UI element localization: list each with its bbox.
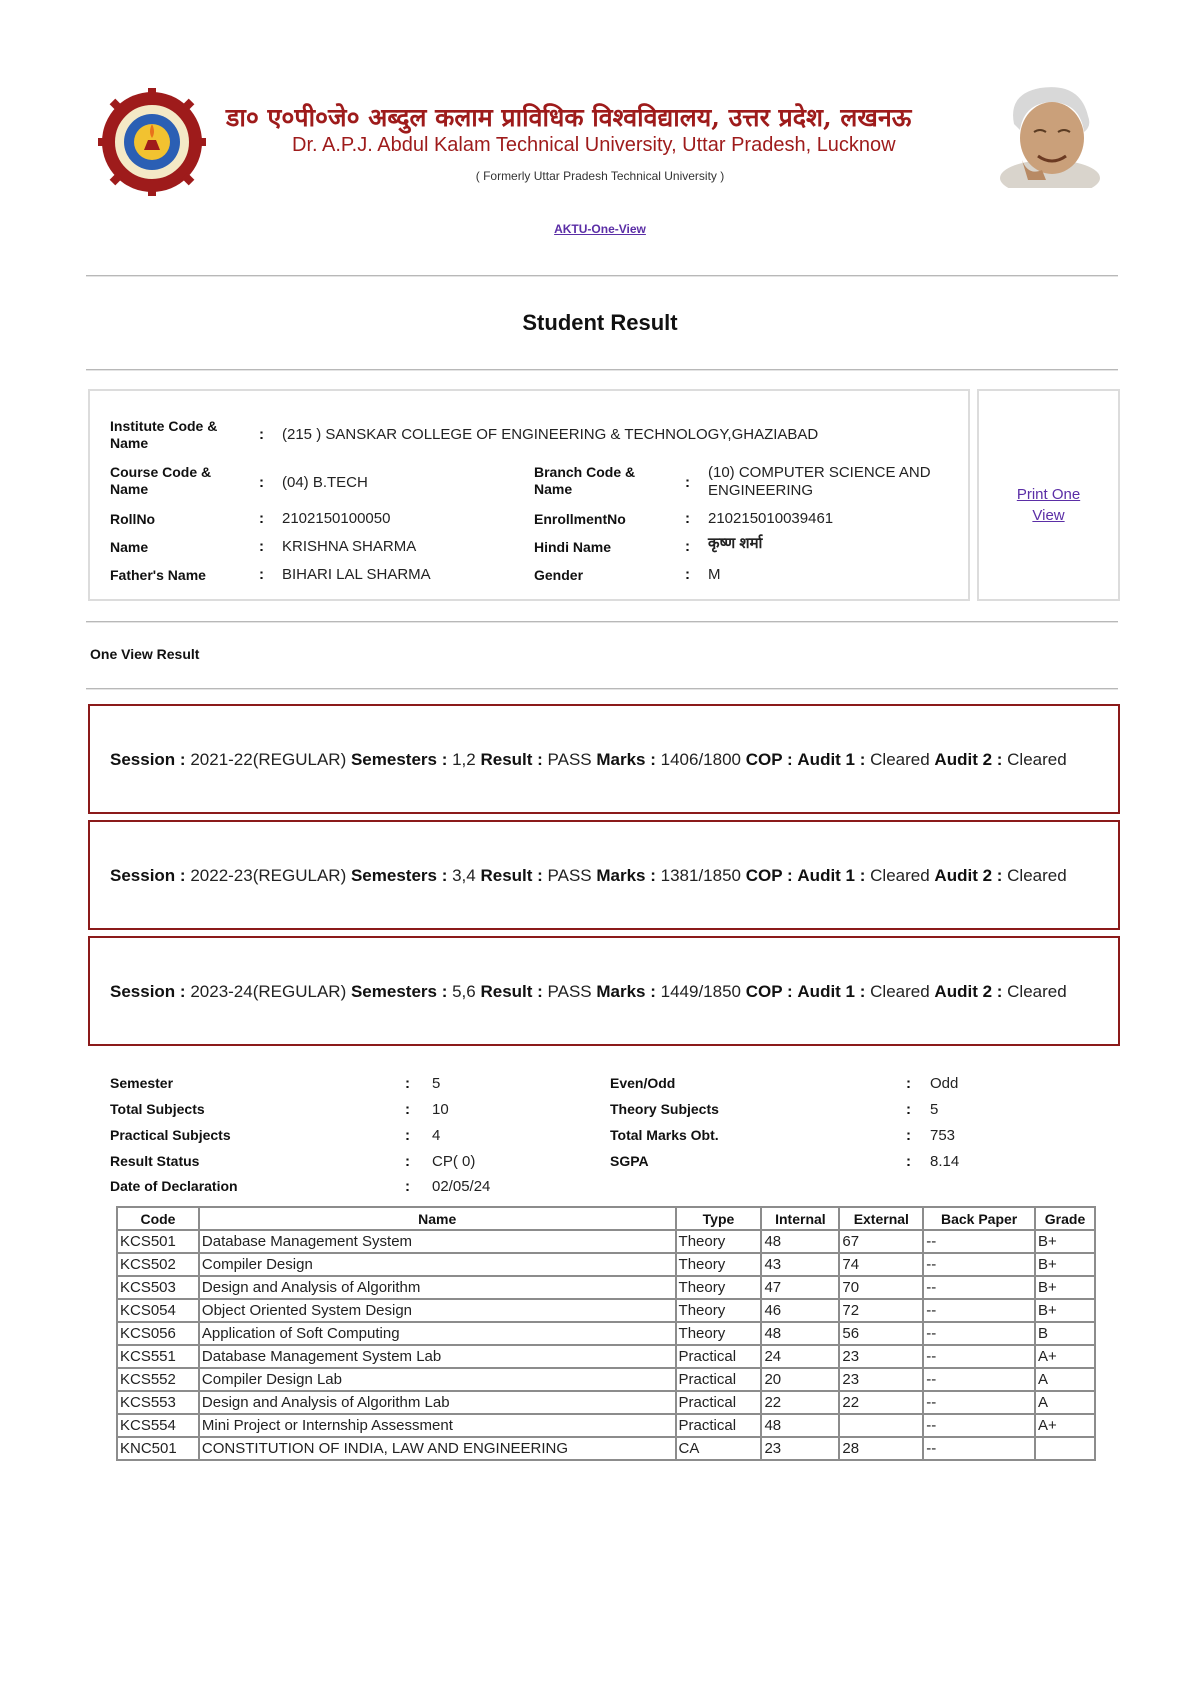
branch-value-line: (10) COMPUTER SCIENCE AND [708, 464, 931, 481]
even-odd-value: Odd [930, 1075, 959, 1092]
print-link-text[interactable]: View [1032, 507, 1065, 524]
marks-label: Marks : [596, 866, 656, 885]
gender-value: M [708, 566, 721, 583]
semesters-value: 1,2 [452, 750, 476, 769]
practical-subjects-label: Practical Subjects [110, 1127, 231, 1143]
column-header: Grade [1035, 1207, 1095, 1230]
semesters-value: 3,4 [452, 866, 476, 885]
external-cell: 28 [839, 1437, 923, 1460]
theory-subjects-value: 5 [930, 1101, 939, 1118]
colon: : [405, 1075, 410, 1092]
grade-cell: A [1035, 1391, 1095, 1414]
colon: : [685, 566, 690, 583]
internal-cell: 46 [761, 1299, 839, 1322]
practical-subjects-value: 4 [432, 1127, 441, 1144]
colon: : [906, 1153, 911, 1170]
divider [86, 621, 1118, 622]
father-name-value: BIHARI LAL SHARMA [282, 566, 431, 583]
total-subjects-value: 10 [432, 1101, 449, 1118]
result-status-value: CP( 0) [432, 1153, 476, 1170]
audit2-label: Audit 2 : [934, 750, 1003, 769]
result-label: Result : [480, 866, 543, 885]
type-cell: CA [676, 1437, 762, 1460]
divider [86, 275, 1118, 276]
semesters-label: Semesters : [350, 750, 448, 769]
code-cell: KCS554 [117, 1414, 199, 1437]
branch-label: Branch Code & Name [534, 464, 636, 497]
table-row [117, 1253, 1095, 1276]
code-cell: KCS552 [117, 1368, 199, 1391]
name-label: Name [110, 539, 149, 555]
name-cell: Application of Soft Computing [199, 1322, 676, 1345]
code-cell: KCS054 [117, 1299, 199, 1322]
colon: : [685, 474, 690, 491]
session-label: Session : [110, 750, 186, 769]
column-header: External [839, 1207, 923, 1230]
table-row [117, 1414, 1095, 1437]
grade-cell [1035, 1437, 1095, 1460]
result-value: PASS [547, 866, 592, 885]
name-cell: Database Management System [199, 1230, 676, 1253]
back-paper-cell: -- [923, 1276, 1035, 1299]
code-cell: KCS551 [117, 1345, 199, 1368]
course-value: (04) B.TECH [282, 474, 368, 491]
institute-value: (215 ) SANSKAR COLLEGE OF ENGINEERING & TECHNOLOGY,GHAZIABAD [282, 426, 819, 443]
audit2-value: Cleared [1007, 750, 1067, 769]
audit1-value: Cleared [870, 982, 930, 1001]
column-header: Back Paper [923, 1207, 1035, 1230]
rollno-label: RollNo [110, 511, 156, 527]
name-cell: Compiler Design [199, 1253, 676, 1276]
sgpa-value: 8.14 [930, 1153, 960, 1170]
name-cell: Mini Project or Internship Assessment [199, 1414, 676, 1437]
total-subjects-label: Total Subjects [110, 1101, 205, 1117]
code-cell: KCS502 [117, 1253, 199, 1276]
external-cell: 70 [839, 1276, 923, 1299]
table-row [117, 1437, 1095, 1460]
grade-cell: A+ [1035, 1414, 1095, 1437]
internal-cell: 20 [761, 1368, 839, 1391]
back-paper-cell: -- [923, 1322, 1035, 1345]
session-summary [110, 866, 1067, 886]
rollno-value: 2102150100050 [282, 510, 391, 527]
result-label: Result : [480, 750, 543, 769]
type-cell: Theory [676, 1299, 762, 1322]
colon: : [405, 1178, 410, 1195]
code-cell: KCS056 [117, 1322, 199, 1345]
internal-cell: 22 [761, 1391, 839, 1414]
back-paper-cell: -- [923, 1414, 1035, 1437]
session-summary [110, 982, 1067, 1002]
type-cell: Practical [676, 1414, 762, 1437]
cop-label: COP : [745, 750, 793, 769]
table-row [117, 1230, 1095, 1253]
print-link-text[interactable]: Print One [1016, 486, 1081, 503]
internal-cell: 23 [761, 1437, 839, 1460]
type-cell: Practical [676, 1345, 762, 1368]
declaration-date-value: 02/05/24 [432, 1178, 491, 1195]
declaration-date-label: Date of Declaration [110, 1178, 238, 1194]
grade-cell: B+ [1035, 1230, 1095, 1253]
father-name-label: Father's Name [110, 567, 206, 583]
branch-value-line: ENGINEERING [708, 482, 814, 499]
enrollment-value: 210215010039461 [708, 510, 834, 527]
external-cell: 22 [839, 1391, 923, 1414]
audit1-label: Audit 1 : [797, 750, 866, 769]
back-paper-cell: -- [923, 1230, 1035, 1253]
column-header: Internal [761, 1207, 839, 1230]
name-cell: Design and Analysis of Algorithm [199, 1276, 676, 1299]
session-value: 2021-22(REGULAR) [190, 750, 347, 769]
type-cell: Theory [676, 1230, 762, 1253]
back-paper-cell: -- [923, 1345, 1035, 1368]
session-summary [110, 750, 1067, 770]
formerly-note: ( Formerly Uttar Pradesh Technical University ) [475, 169, 725, 183]
colon: : [405, 1101, 410, 1118]
audit1-value: Cleared [870, 750, 930, 769]
colon: : [259, 510, 264, 527]
column-header: Code [117, 1207, 199, 1230]
type-cell: Theory [676, 1253, 762, 1276]
external-cell: 23 [839, 1345, 923, 1368]
cop-label: COP : [745, 982, 793, 1001]
marks-table [116, 1206, 1096, 1461]
course-label: Course Code & Name [110, 464, 212, 497]
grade-cell: B [1035, 1322, 1095, 1345]
colon: : [405, 1127, 410, 1144]
name-cell: CONSTITUTION OF INDIA, LAW AND ENGINEERING [199, 1437, 676, 1460]
audit1-label: Audit 1 : [797, 866, 866, 885]
back-paper-cell: -- [923, 1299, 1035, 1322]
external-cell: 72 [839, 1299, 923, 1322]
external-cell [839, 1414, 923, 1437]
print-one-view-link[interactable] [977, 484, 1120, 526]
internal-cell: 48 [761, 1414, 839, 1437]
code-cell: KCS501 [117, 1230, 199, 1253]
table-row [117, 1391, 1095, 1414]
colon: : [906, 1075, 911, 1092]
back-paper-cell: -- [923, 1391, 1035, 1414]
table-row [117, 1368, 1095, 1391]
university-title-english: Dr. A.P.J. Abdul Kalam Technical University, Uttar Pradesh, Lucknow [292, 134, 896, 156]
colon: : [259, 426, 264, 443]
marks-label: Marks : [596, 982, 656, 1001]
result-status-label: Result Status [110, 1153, 200, 1169]
total-marks-label: Total Marks Obt. [610, 1127, 719, 1143]
external-cell: 56 [839, 1322, 923, 1345]
audit2-value: Cleared [1007, 866, 1067, 885]
internal-cell: 47 [761, 1276, 839, 1299]
name-cell: Design and Analysis of Algorithm Lab [199, 1391, 676, 1414]
external-cell: 74 [839, 1253, 923, 1276]
marks-label: Marks : [596, 750, 656, 769]
aktu-one-view-link[interactable]: AKTU-One-View [554, 222, 646, 236]
type-cell: Theory [676, 1276, 762, 1299]
grade-cell: B+ [1035, 1276, 1095, 1299]
branch-value [708, 464, 931, 500]
audit1-label: Audit 1 : [797, 982, 866, 1001]
marks-value: 1381/1850 [660, 866, 742, 885]
name-cell: Database Management System Lab [199, 1345, 676, 1368]
cop-label: COP : [745, 866, 793, 885]
session-value: 2023-24(REGULAR) [190, 982, 347, 1001]
internal-cell: 48 [761, 1322, 839, 1345]
type-cell: Theory [676, 1322, 762, 1345]
total-marks-value: 753 [930, 1127, 956, 1144]
marks-value: 1406/1800 [660, 750, 742, 769]
enrollment-label: EnrollmentNo [534, 511, 626, 527]
hindi-name-value: कृष्ण शर्मा [708, 535, 763, 552]
session-label: Session : [110, 866, 186, 885]
external-cell: 23 [839, 1368, 923, 1391]
colon: : [906, 1127, 911, 1144]
page-title: Student Result [522, 310, 678, 335]
type-cell: Practical [676, 1368, 762, 1391]
sgpa-label: SGPA [610, 1153, 649, 1169]
colon: : [685, 510, 690, 527]
table-row [117, 1345, 1095, 1368]
colon: : [906, 1101, 911, 1118]
back-paper-cell: -- [923, 1253, 1035, 1276]
result-label: Result : [480, 982, 543, 1001]
theory-subjects-label: Theory Subjects [610, 1101, 719, 1117]
result-value: PASS [547, 750, 592, 769]
audit2-label: Audit 2 : [934, 982, 1003, 1001]
internal-cell: 24 [761, 1345, 839, 1368]
semesters-label: Semesters : [350, 866, 448, 885]
type-cell: Practical [676, 1391, 762, 1414]
internal-cell: 43 [761, 1253, 839, 1276]
audit2-value: Cleared [1007, 982, 1067, 1001]
institute-label: Institute Code & Name [110, 418, 218, 451]
table-row [117, 1299, 1095, 1322]
table-row [117, 1276, 1095, 1299]
name-cell: Compiler Design Lab [199, 1368, 676, 1391]
code-cell: KNC501 [117, 1437, 199, 1460]
colon: : [259, 474, 264, 491]
session-value: 2022-23(REGULAR) [190, 866, 347, 885]
semester-value: 5 [432, 1075, 441, 1092]
column-header: Type [676, 1207, 762, 1230]
audit1-value: Cleared [870, 866, 930, 885]
grade-cell: A [1035, 1368, 1095, 1391]
name-value: KRISHNA SHARMA [282, 538, 417, 555]
external-cell: 67 [839, 1230, 923, 1253]
grade-cell: B+ [1035, 1299, 1095, 1322]
divider [86, 688, 1118, 689]
gender-label: Gender [534, 567, 584, 583]
divider [86, 369, 1118, 370]
semesters-value: 5,6 [452, 982, 476, 1001]
semesters-label: Semesters : [350, 982, 448, 1001]
name-cell: Object Oriented System Design [199, 1299, 676, 1322]
hindi-name-label: Hindi Name [534, 539, 612, 555]
internal-cell: 48 [761, 1230, 839, 1253]
table-row [117, 1322, 1095, 1345]
code-cell: KCS503 [117, 1276, 199, 1299]
grade-cell: B+ [1035, 1253, 1095, 1276]
colon: : [259, 566, 264, 583]
colon: : [259, 538, 264, 555]
session-label: Session : [110, 982, 186, 1001]
back-paper-cell: -- [923, 1437, 1035, 1460]
code-cell: KCS553 [117, 1391, 199, 1414]
table-header-row [117, 1207, 1095, 1230]
grade-cell: A+ [1035, 1345, 1095, 1368]
audit2-label: Audit 2 : [934, 866, 1003, 885]
back-paper-cell: -- [923, 1368, 1035, 1391]
colon: : [405, 1153, 410, 1170]
result-value: PASS [547, 982, 592, 1001]
university-title-hindi: डा० ए०पी०जे० अब्दुल कलाम प्राविधिक विश्वविद्यालय, उत्तर प्रदेश, लखनऊ [226, 103, 912, 132]
one-view-result-title: One View Result [90, 646, 200, 662]
even-odd-label: Even/Odd [610, 1075, 676, 1091]
semester-label: Semester [110, 1075, 174, 1091]
marks-value: 1449/1850 [660, 982, 742, 1001]
colon: : [685, 538, 690, 555]
column-header: Name [199, 1207, 676, 1230]
